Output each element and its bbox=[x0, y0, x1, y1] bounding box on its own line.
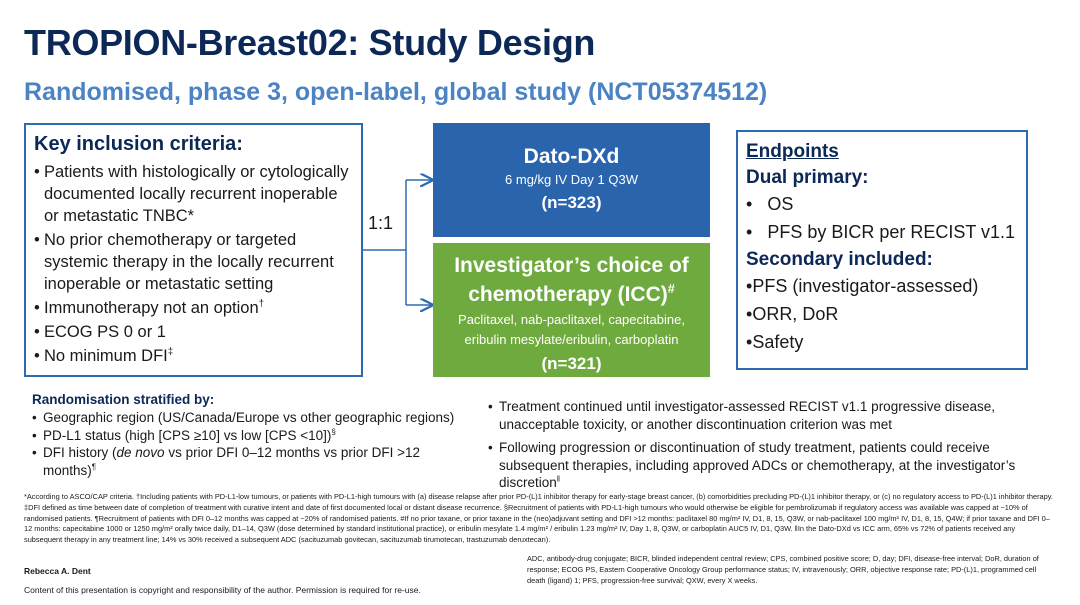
treatment-notes bbox=[488, 398, 1048, 498]
arm-b-name-line1: Investigator’s choice of bbox=[454, 254, 689, 277]
inclusion-item: • Patients with histologically or cytologically documented locally recurrent inoperable or metastatic TNBC* bbox=[34, 163, 349, 225]
randomisation-connector bbox=[362, 170, 436, 330]
primary-endpoint: • PFS by BICR per RECIST v1.1 bbox=[746, 222, 1016, 242]
stratification-heading: Randomisation stratified by: bbox=[32, 392, 215, 407]
primary-endpoint: • OS bbox=[746, 194, 794, 214]
treatment-note: • Following progression or discontinuation of study treatment, patients could receive subsequent therapies, including approved ADCs or chemotherapy, at the investigator’s discretion$^ǁ$ bbox=[488, 440, 1016, 490]
arm-dato-dxd bbox=[433, 123, 710, 237]
arm-a-name: Dato-DXd bbox=[523, 145, 620, 168]
stratification-list bbox=[32, 409, 472, 479]
inclusion-heading: Key inclusion criteria: bbox=[34, 133, 243, 155]
arm-b-drugs-line2: eribulin mesylate/eribulin, carboplatin bbox=[464, 332, 679, 347]
arm-a-n: (n=323) bbox=[541, 193, 602, 212]
secondary-endpoint: •ORR, DoR bbox=[746, 304, 839, 324]
presenter-name: Rebecca A. Dent bbox=[24, 566, 91, 576]
secondary-endpoint: •Safety bbox=[746, 332, 804, 352]
abbreviations: ADC, antibody-drug conjugate; BICR, blinded independent central review; CPS, combined positive score; D, day; DFI, disease-free interval; DoR, duration of response; ECOG PS, Eastern Cooperative Oncology Group performance status; IV, intravenously; ORR, objective response rate; PD-(L)1, programmed cell death (ligand) 1; PFS, progression-free survival; QXW, every X weeks. bbox=[527, 554, 1039, 585]
arm-a-dose: 6 mg/kg IV Day 1 Q3W bbox=[505, 172, 638, 187]
inclusion-list bbox=[34, 161, 353, 367]
endpoints-box bbox=[736, 130, 1028, 370]
footnotes: *According to ASCO/CAP criteria. †Including patients with PD-L1-low tumours, or patients with PD-L1-high tumours with (a) disease relapse after prior PD-(L)1 inhibitor therapy for early-stage breast cancer, (b) comorbidities precluding PD-(L)1 inhibitor therapy, or (c) no regulatory access to PD-(L)1 inhibitor therapy. ‡DFI defined as time between date of completion of treatment with curative intent and date of first documented local or distant disease recurrence. §Recruitment of patients with PD-L1-high tumours who would otherwise be eligible for pembrolizumab if regulatory access was available was capped at ~10% of randomised patients. ¶Recruitment of patients with DFI 0–12 months was capped at ~20% of randomised patients. #If no prior taxane, or prior taxane in the (neo)adjuvant setting and DFI >12 months: paclitaxel 80 mg/m² IV, D1, 8, 15, Q3W, or nab-paclitaxel 100 mg/m² IV, D1, 8, 15, Q4W; if prior taxane and DFI 0–12 months: capecitabine 1000 or 1250 mg/m² orally twice daily, D1–14, Q3W (dose determined by standard institutional practice), or eribulin mesylate 1.4 mg/m² / eribulin 1.23 mg/m² IV, Day 1, 8, Q3W, or carboplatin AUC5 IV, D1, Q3W. ǁIn the Dato-DXd vs ICC arm, 65% vs 72% of patients received any subsequent therapy in any treatment line; 14% vs 30% received a subsequent ADC (sacituzumab govitecan, sacituzumab tirumotecan, trastuzumab deruxtecan). bbox=[24, 492, 1053, 545]
page-title: TROPION-Breast02: Study Design bbox=[24, 22, 596, 63]
secondary-endpoint: •PFS (investigator-assessed) bbox=[746, 276, 979, 296]
inclusion-item: • No prior chemotherapy or targeted systemic therapy in the locally recurrent inoperable or metastatic setting bbox=[34, 231, 334, 293]
primary-heading: Dual primary: bbox=[746, 167, 869, 188]
arm-b-name-line2: chemotherapy (ICC)# bbox=[468, 282, 675, 306]
inclusion-criteria-box bbox=[24, 123, 363, 377]
arm-icc bbox=[433, 243, 710, 377]
randomisation-ratio: 1:1 bbox=[368, 213, 394, 233]
stratification-item: • PD-L1 status (high [CPS ≥10] vs low [CPS <10])§ bbox=[32, 427, 336, 443]
arm-b-drugs-line1: Paclitaxel, nab-paclitaxel, capecitabine, bbox=[458, 312, 685, 327]
arm-b-n: (n=321) bbox=[541, 354, 602, 373]
inclusion-item: • No minimum DFI‡ bbox=[34, 346, 174, 365]
endpoints-heading: Endpoints bbox=[746, 141, 839, 162]
copyright-notice: Content of this presentation is copyright and responsibility of the author. Permission is required for re-use. bbox=[24, 585, 421, 595]
stratification-section bbox=[32, 392, 472, 479]
inclusion-item: • ECOG PS 0 or 1 bbox=[34, 323, 166, 341]
page-subtitle: Randomised, phase 3, open-label, global study (NCT05374512) bbox=[24, 78, 768, 106]
treatment-note: • Treatment continued until investigator-assessed RECIST v1.1 progressive disease, unacceptable toxicity, or another discontinuation criterion was met bbox=[488, 399, 995, 432]
secondary-heading: Secondary included: bbox=[746, 249, 933, 270]
stratification-item: • Geographic region (US/Canada/Europe vs other geographic regions) bbox=[32, 410, 455, 425]
inclusion-item: • Immunotherapy not an option† bbox=[34, 298, 265, 317]
stratification-item: • DFI history (de novo vs prior DFI 0–12 months vs prior DFI >12 months)¶ bbox=[32, 445, 421, 478]
